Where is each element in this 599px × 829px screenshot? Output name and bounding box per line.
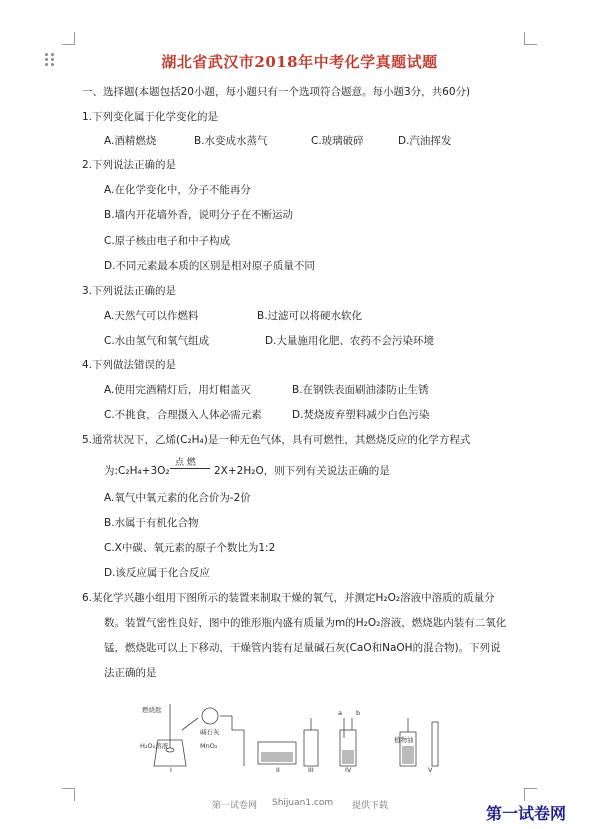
- brand-logo: 第一试卷网: [486, 804, 567, 823]
- question-1-option-c: C.玻璃破碎: [311, 135, 364, 147]
- question-5-option-c: C.X中碳、氧元素的原子个数比为1:2: [104, 542, 276, 554]
- question-3-option-a: A.天然气可以作燃料: [104, 310, 199, 322]
- label-roman-2: II: [276, 766, 280, 772]
- reaction-arrow-line: [170, 468, 210, 469]
- question-6-line-3: 锰，燃烧匙可以上下移动，干燥管内装有足量碱石灰(CaO和NaOH的混合物)。下列说: [104, 642, 501, 654]
- label-roman-3: III: [308, 766, 314, 772]
- question-5-option-a: A.氧气中氧元素的化合价为-2价: [104, 492, 251, 504]
- label-mno2: MnO₂: [200, 742, 218, 750]
- question-6-line-4: 法正确的是: [104, 667, 157, 679]
- question-2-option-c: C.原子核由电子和中子构成: [104, 235, 231, 247]
- footer-center: Shijuan1.com: [272, 798, 334, 808]
- label-roman-5: V: [428, 766, 433, 772]
- question-5-option-b: B.水属于有机化合物: [104, 517, 199, 529]
- question-4-stem: 4.下列做法错误的是: [82, 359, 177, 371]
- label-roman-4: IV: [345, 766, 352, 772]
- label-vegetable-oil: 植物油: [394, 736, 414, 744]
- question-5-equation-right: 2X+2H₂O，则下列有关说法正确的是: [214, 465, 390, 477]
- label-soda-lime: 碱石灰: [200, 728, 220, 736]
- question-3-option-d: D.大量施用化肥、农药不会污染环境: [265, 335, 434, 347]
- question-1-option-d: D.汽油挥发: [398, 135, 452, 147]
- section-header: 一、选择题(本题包括20小题，每小题只有一个选项符合题意。每小题3分，共60分): [82, 86, 471, 98]
- question-4-option-b: B.在钢铁表面刷油漆防止生锈: [292, 384, 429, 396]
- question-2-option-d: D.不同元素最本质的区别是相对原子质量不同: [104, 260, 315, 272]
- question-5-stem: 5.通常状况下，乙烯(C₂H₄)是一种无色气体，具有可燃性，其燃烧反应的化学方程式: [82, 434, 471, 446]
- footer-right: 提供下载: [352, 801, 389, 811]
- label-b: b: [356, 709, 361, 717]
- document-title: 湖北省武汉市2018年中考化学真题试题: [161, 53, 438, 71]
- question-6-line-2: 数。装置气密性良好，图中的锥形瓶内盛有质量为m的H₂O₂溶液，燃烧匙内装有二氧化: [104, 617, 507, 629]
- measuring-cylinder: [432, 722, 438, 766]
- question-2-stem: 2.下列说法正确的是: [82, 159, 177, 171]
- question-4-option-a: A.使用完酒精灯后，用灯帽盖灭: [104, 384, 251, 396]
- question-5-equation-condition: 点 燃: [175, 458, 196, 468]
- label-a: a: [338, 709, 342, 717]
- question-4-option-c: C.不挑食，合理摄入人体必需元素: [104, 409, 262, 421]
- label-roman-1: I: [170, 766, 172, 772]
- question-5-equation-left: 为:C₂H₄+3O₂: [104, 465, 170, 477]
- question-4-option-d: D.焚烧废弃塑料减少白色污染: [292, 409, 430, 421]
- question-5-option-d: D.该反应属于化合反应: [104, 567, 210, 579]
- footer-left: 第一试卷网: [212, 801, 258, 811]
- crop-mark-top-left: [62, 32, 75, 45]
- question-3-stem: 3.下列说法正确的是: [82, 285, 177, 297]
- apparatus-3-bottle: [304, 730, 318, 766]
- crop-mark-top-right: [524, 32, 537, 45]
- question-6-line-1: 6.某化学兴趣小组用下图所示的装置来制取干燥的氧气，并测定H₂O₂溶液中溶质的质量分: [82, 592, 495, 604]
- apparatus-diagram: [140, 700, 460, 772]
- question-2-option-a: A.在化学变化中，分子不能再分: [104, 184, 251, 196]
- question-3-option-b: B.过滤可以将硬水软化: [257, 310, 363, 322]
- connecting-tube-1: [182, 718, 198, 730]
- question-1-option-a: A.酒精燃烧: [104, 135, 157, 147]
- drying-tube: [202, 708, 218, 724]
- question-1-option-b: B.水变成水蒸气: [194, 135, 268, 147]
- label-h2o2: H₂O₂溶液: [140, 742, 169, 750]
- question-2-option-b: B.墙内开花墙外香，说明分子在不断运动: [104, 209, 294, 221]
- question-1-stem: 1.下列变化属于化学变化的是: [82, 111, 219, 123]
- question-3-option-c: C.水由氢气和氧气组成: [104, 335, 210, 347]
- label-combustion-spoon: 燃烧匙: [142, 706, 162, 714]
